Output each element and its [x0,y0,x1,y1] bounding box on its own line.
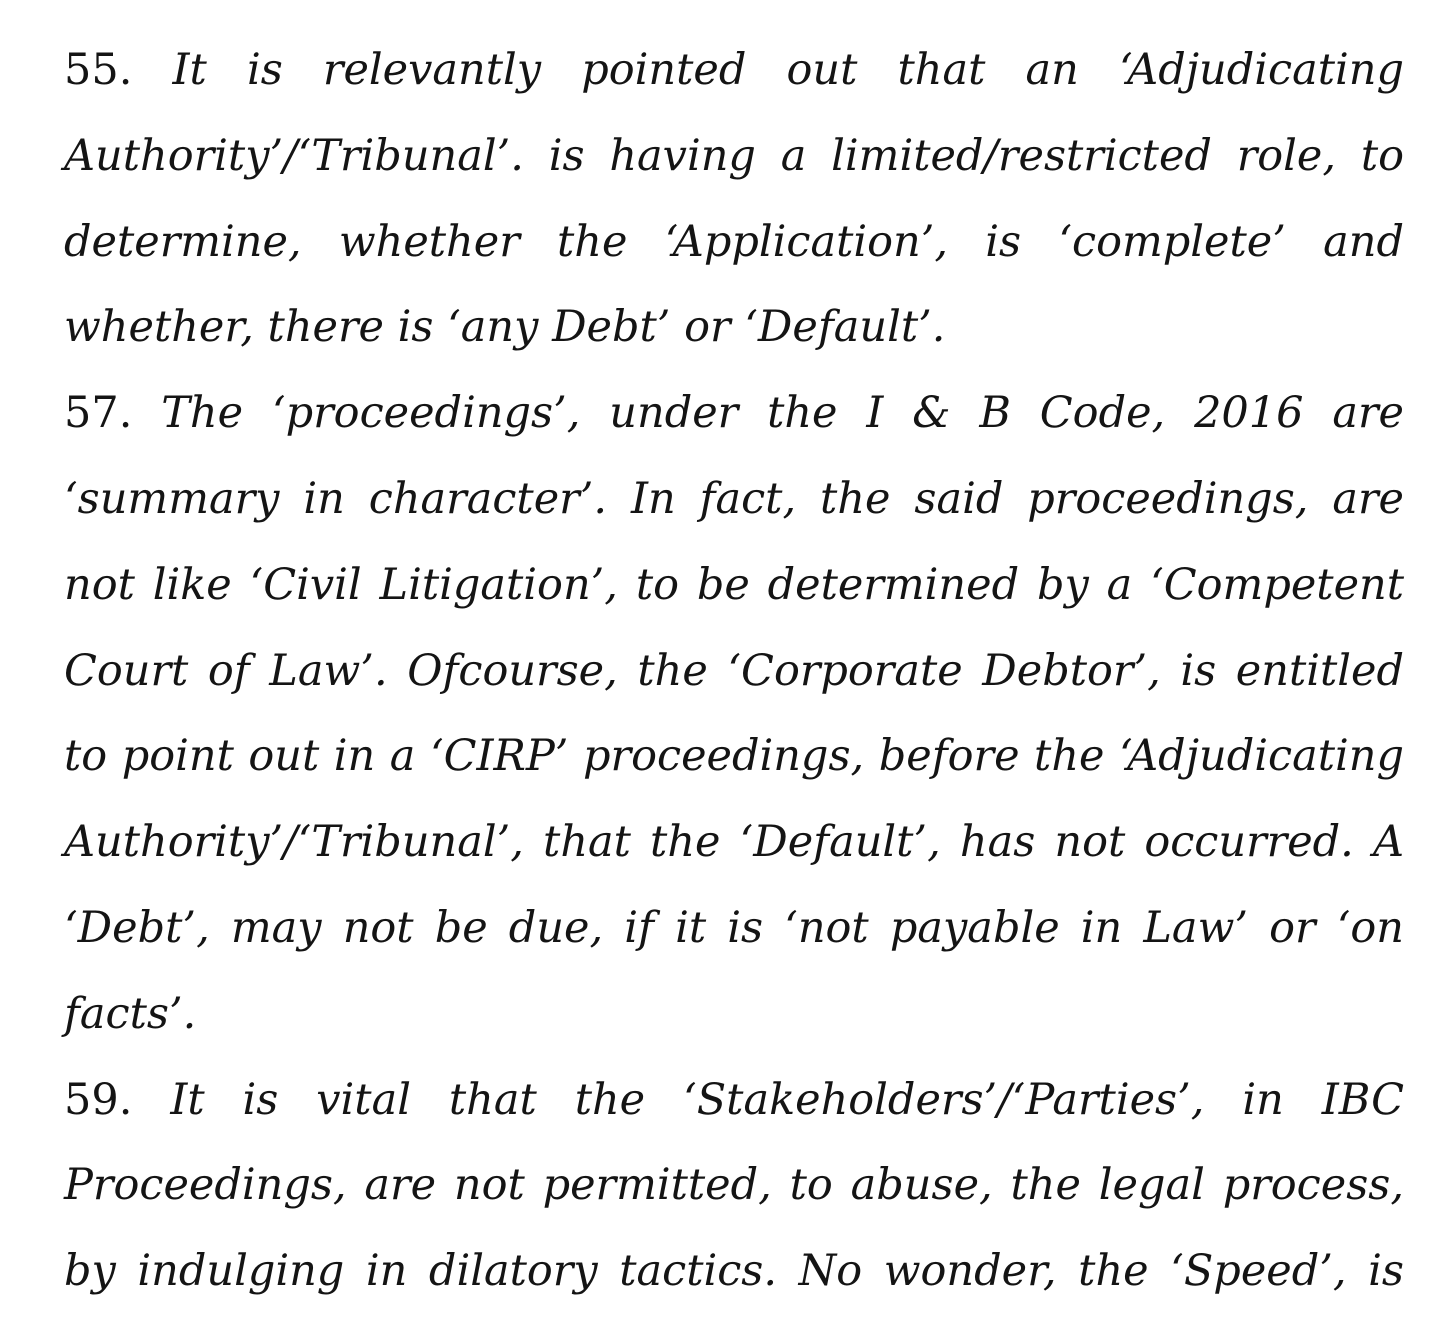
paragraph-text: It is vital that the ‘Stakeholders’/‘Parties’, in IBC Proceedings, are not permitted, to abuse, the legal process, by indulging in dilatory tactics. No wonder, the ‘Speed’, is [64,1074,1404,1297]
paragraph-number: 57. [64,388,133,439]
paragraph-59 [64,1058,1404,1315]
document-body [64,28,1404,1315]
paragraph-number: 55. [64,45,133,95]
paragraph-55 [64,28,1404,371]
paragraph-57 [64,371,1404,1057]
paragraph-text: The ‘proceedings’, under the I & B Code, 2016 are ‘summary in character’. In fact, the said proceedings, are not like ‘Civil Litigation’, to be determined by a ‘Competent Court of Law’. Ofcourse, the ‘Corporate Debtor’, is entitled to point out in a ‘CIRP’ proceedings, before the ‘Adjudicating Authority’/‘Tribunal’, that the ‘Default’, has not occurred. A ‘Debt’, may not be due, if it is ‘not payable in Law’ or ‘on facts’. [64,388,1404,1039]
paragraph-text: It is relevantly pointed out that an ‘Adjudicating Authority’/‘Tribunal’. is having a limited/restricted role, to determine, whether the ‘Application’, is ‘complete’ and whether, there is ‘any Debt’ or ‘Default’. [64,45,1404,353]
paragraph-number: 59. [64,1074,133,1125]
